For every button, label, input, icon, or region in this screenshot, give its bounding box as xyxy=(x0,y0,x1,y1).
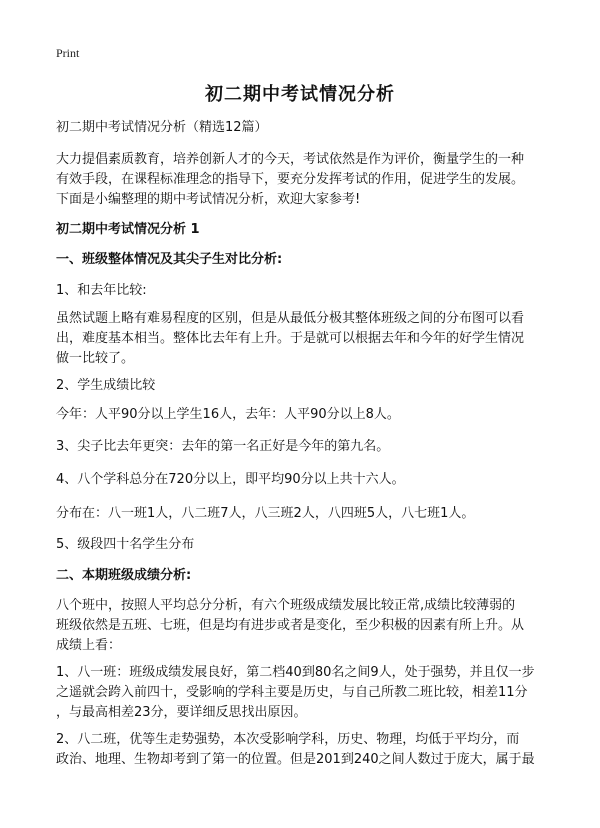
section-title: 初二期中考试情况分析 1 xyxy=(56,222,200,237)
intro-line: 大力提倡素质教育，培养创新人才的今天，考试依然是作为评价，衡量学生的一种 xyxy=(56,152,525,167)
intro-line: 下面是小编整理的期中考试情况分析，欢迎大家参考! xyxy=(56,192,361,207)
part2-line: 八个班中，按照人平均总分分析，有六个班级成绩发展比较正常,成绩比较薄弱的 xyxy=(56,598,516,613)
item5-text: 5、级段四十名学生分布 xyxy=(56,537,195,552)
class1-line: ，与最高相差23分，要详细反思找出原因。 xyxy=(56,705,307,720)
part2-line: 成绩上看： xyxy=(56,638,122,653)
item1-heading: 1、和去年比较: xyxy=(56,283,147,298)
item3-text: 3、尖子比去年更突：去年的第一名正好是今年的第九名。 xyxy=(56,439,390,454)
item2-heading: 2、学生成绩比较 xyxy=(56,378,156,393)
item2-text: 今年：人平90分以上学生16人，去年：人平90分以上8人。 xyxy=(56,407,400,422)
class2-line: 2、八二班，优等生走势强势，本次受影响学科，历史、物理，均低于平均分，而 xyxy=(56,732,520,747)
item4-text: 4、八个学科总分在720分以上，即平均90分以上共十六人。 xyxy=(56,472,405,487)
part2-line: 班级依然是五班、七班，但是均有进步或者是变化，至少积极的因素有所上升。从 xyxy=(56,618,525,633)
class1-line: 之遥就会跨入前四十，受影响的学科主要是历史，与自己所教二班比较，相差11分 xyxy=(56,685,528,700)
print-link[interactable]: Print xyxy=(56,46,80,60)
class1-line: 1、八一班：班级成绩发展良好，第二档40到80名之间9人，处于强势，并且仅一步 xyxy=(56,665,535,680)
part2-heading: 二、本期班级成绩分析: xyxy=(56,568,192,583)
item1-line: 做一比较了。 xyxy=(56,351,135,366)
intro-line: 有效手段，在课程标准理念的指导下，要充分发挥考试的作用，促进学生的发展。 xyxy=(56,172,525,187)
page-title: 初二期中考试情况分析 xyxy=(205,84,395,105)
item1-line: 出，难度基本相当。整体比去年有上升。于是就可以根据去年和今年的好学生情况 xyxy=(56,331,525,346)
distribution-text: 分布在：八一班1人，八二班7人，八三班2人，八四班5人，八七班1人。 xyxy=(56,506,475,521)
class2-line: 政治、地理、生物却考到了第一的位置。但是201到240之间人数过于庞大，属于最 xyxy=(56,752,535,767)
subtitle: 初二期中考试情况分析（精选12篇） xyxy=(56,120,268,135)
item1-line: 虽然试题上略有难易程度的区别，但是从最低分极其整体班级之间的分布图可以看 xyxy=(56,311,525,326)
part1-heading: 一、班级整体情况及其尖子生对比分析: xyxy=(56,252,283,267)
